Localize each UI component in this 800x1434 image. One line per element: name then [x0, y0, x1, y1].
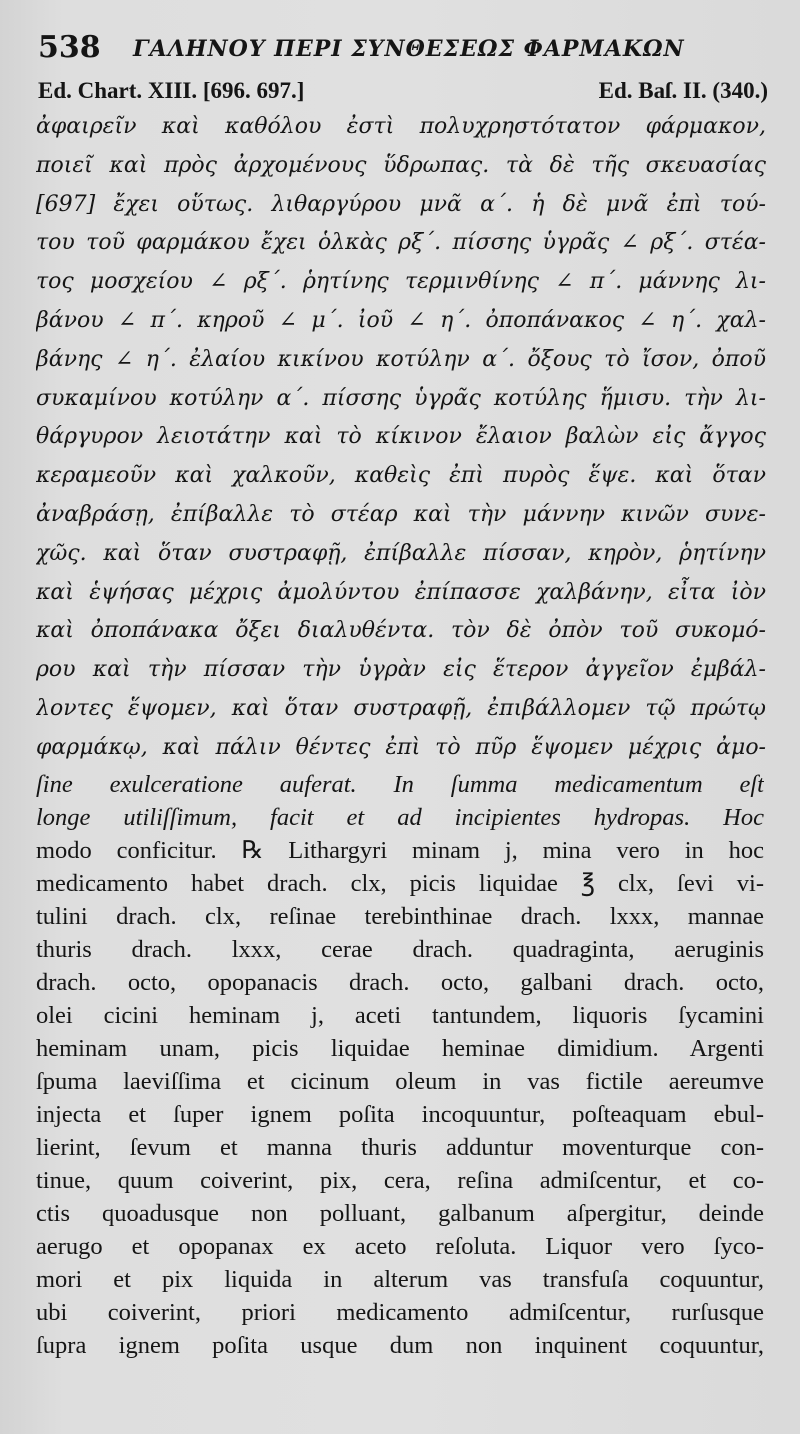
greek-text-line: λοντες ἕψομεν, καὶ ὅταν συστραφῇ, ἐπιβάλλομεν τῷ πρώτῳ: [36, 695, 766, 721]
latin-text-block: [36, 768, 764, 1362]
edition-reference-line: [38, 78, 768, 110]
edition-chartier-reference: Ed. Chart. XIII. [696. 697.]: [38, 78, 305, 103]
greek-text-line: βάνου ∠ π΄. κηροῦ ∠ μ΄. ἰοῦ ∠ η΄. ὀποπάνακος ∠ η΄. χαλ-: [36, 307, 766, 333]
latin-text-line: ſine exulceratione auferat. In ſumma medicamentum eſt: [36, 771, 764, 798]
greek-text-line: καὶ ἑψήσας μέχρις ἀμολύντου ἐπίπασσε χαλβάνην, εἶτα ἰὸν: [36, 579, 766, 605]
latin-text-line: drach. octo, opopanacis drach. octo, galbani drach. octo,: [36, 969, 764, 996]
latin-text-line: injecta et ſuper ignem poſita incoquuntur, poſteaquam ebul-: [36, 1101, 764, 1128]
greek-text-line: φαρμάκῳ, καὶ πάλιν θέντες ἐπὶ τὸ πῦρ ἕψομεν μέχρις ἀμο-: [36, 734, 766, 760]
latin-text-line: lierint, ſevum et manna thuris adduntur moventurque con-: [36, 1134, 764, 1161]
greek-text-line: ἀφαιρεῖν καὶ καθόλου ἐστὶ πολυχρηστότατον φάρμακον,: [36, 114, 766, 139]
greek-text-line: χῶς. καὶ ὅταν συστραφῇ, ἐπίβαλλε πίσσαν, κηρὸν, ῥητίνην: [36, 540, 766, 566]
greek-text-line: ρου καὶ τὴν πίσσαν τὴν ὑγρὰν εἰς ἕτερον ἀγγεῖον ἐμβάλ-: [36, 657, 766, 683]
latin-text-line: ſpuma laeviſſima et cicinum oleum in vas fictile aereumve: [36, 1068, 764, 1095]
latin-text-line: medicamento habet drach. clx, picis liquidae ℥ clx, ſevi vi-: [36, 870, 764, 897]
greek-text-line: καὶ ὀποπάνακα ὄξει διαλυθέντα. τὸν δὲ ὀπὸν τοῦ συκομό-: [36, 618, 766, 644]
greek-text-line: θάργυρον λειοτάτην καὶ τὸ κίκινον ἔλαιον βαλὼν εἰς ἄγγος: [36, 424, 766, 450]
latin-text-line: ubi coiverint, priori medicamento admiſcentur, rurſusque: [36, 1299, 764, 1326]
greek-text-line: ἀναβράσῃ, ἐπίβαλλε τὸ στέαρ καὶ τὴν μάννην κινῶν συνε-: [36, 501, 766, 527]
latin-text-line: aerugo et opopanax ex aceto reſoluta. Liquor vero ſyco-: [36, 1233, 764, 1260]
greek-text-line: βάνης ∠ η΄. ἐλαίου κικίνου κοτύλην α΄. ὄξους τὸ ἴσον, ὀποῦ: [36, 346, 766, 372]
greek-text-block: [36, 108, 766, 768]
running-title: ΓΑΛΗΝΟΥ ΠΕΡΙ ΣΥΝΘΕΣΕΩΣ ΦΑΡΜΑΚΩΝ: [133, 36, 685, 62]
edition-basel-reference: Ed. Baſ. II. (340.): [598, 78, 768, 103]
latin-text-line: heminam unam, picis liquidae heminae dimidium. Argenti: [36, 1035, 764, 1062]
latin-text-line: tinue, quum coiverint, pix, cera, reſina admiſcentur, et co-: [36, 1167, 764, 1194]
latin-text-line: thuris drach. lxxx, cerae drach. quadraginta, aeruginis: [36, 936, 764, 963]
greek-text-line: του τοῦ φαρμάκου ἔχει ὁλκὰς ρξ΄. πίσσης ὑγρᾶς ∠ ρξ΄. στέα-: [36, 230, 766, 256]
greek-text-line: τος μοσχείου ∠ ρξ΄. ῥητίνης τερμινθίνης ∠ π΄. μάννης λι-: [36, 269, 766, 295]
latin-text-line: longe utiliſſimum, facit et ad incipientes hydropas. Hoc: [36, 804, 764, 831]
page-header: [38, 30, 778, 70]
greek-text-line: συκαμίνου κοτύλην α΄. πίσσης ὑγρᾶς κοτύλης ἥμισυ. τὴν λι-: [36, 385, 766, 411]
page-number: 538: [38, 30, 101, 65]
latin-text-line: tulini drach. clx, reſinae terebinthinae drach. lxxx, mannae: [36, 903, 764, 930]
latin-text-line: mori et pix liquida in alterum vas transfuſa coquuntur,: [36, 1266, 764, 1293]
greek-text-line: [697] ἔχει οὕτως. λιθαργύρου μνᾶ α΄. ἡ δὲ μνᾶ ἐπὶ τού-: [36, 191, 766, 217]
latin-text-line: ctis quoadusque non polluant, galbanum aſpergitur, deinde: [36, 1200, 764, 1227]
latin-text-line: olei cicini heminam j, aceti tantundem, liquoris ſycamini: [36, 1002, 764, 1029]
latin-text-line: ſupra ignem poſita usque dum non inquinent coquuntur,: [36, 1332, 764, 1359]
latin-text-line: modo conficitur. ℞ Lithargyri minam j, mina vero in hoc: [36, 837, 764, 864]
greek-text-line: κεραμεοῦν καὶ χαλκοῦν, καθεὶς ἐπὶ πυρὸς ἕψε. καὶ ὅταν: [36, 463, 766, 489]
greek-text-line: ποιεῖ καὶ πρὸς ἀρχομένους ὕδρωπας. τὰ δὲ τῆς σκευασίας: [36, 152, 766, 178]
